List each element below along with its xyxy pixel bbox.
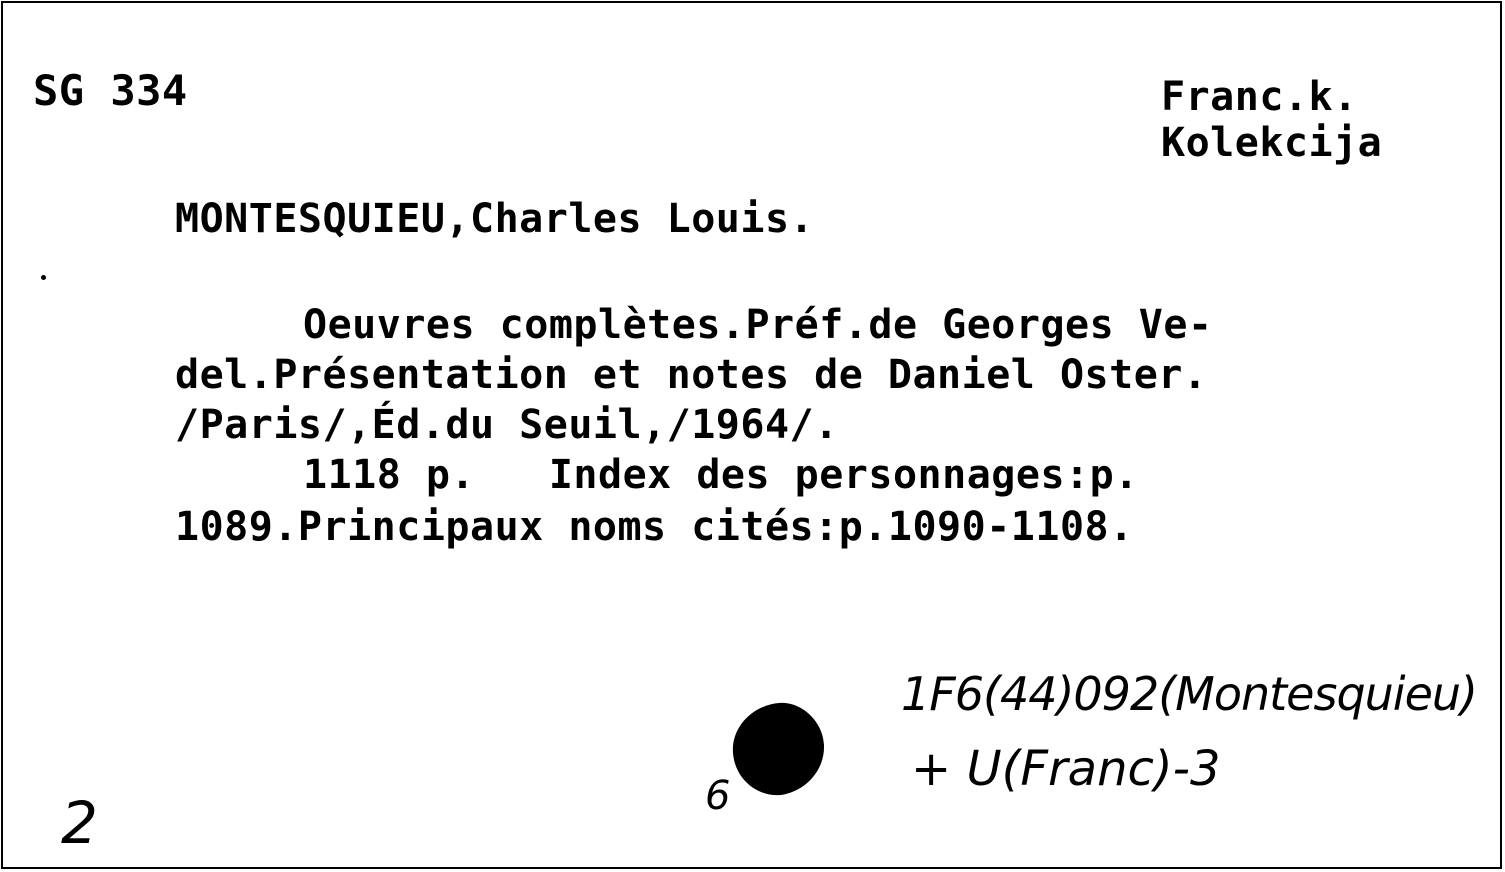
stray-mark <box>41 275 46 280</box>
classification-line-2: + U(Franc)-3 <box>911 741 1221 797</box>
description-line-1: Oeuvres complètes.Préf.de Georges Ve- <box>303 302 1213 348</box>
description-line-2: del.Présentation et notes de Daniel Oster. <box>175 352 1208 398</box>
description-line-4: 1118 p. Index des personnages:p. <box>303 452 1139 498</box>
corner-number: 2 <box>61 789 98 857</box>
collection-line-2: Kolekcija <box>1161 120 1383 166</box>
punch-hole-mark <box>729 699 829 799</box>
description-line-3: /Paris/,Éd.du Seuil,/1964/. <box>175 402 839 448</box>
collection-line-1: Franc.k. <box>1161 74 1358 120</box>
catalog-card <box>1 1 1502 869</box>
author-heading: MONTESQUIEU,Charles Louis. <box>175 196 815 242</box>
description-line-5: 1089.Principaux noms cités:p.1090-1108. <box>175 504 1134 550</box>
classification-line-1: 1F6(44)092(Montesquieu) <box>901 667 1477 721</box>
call-number: SG 334 <box>33 66 188 115</box>
hole-number: 6 <box>705 773 731 819</box>
